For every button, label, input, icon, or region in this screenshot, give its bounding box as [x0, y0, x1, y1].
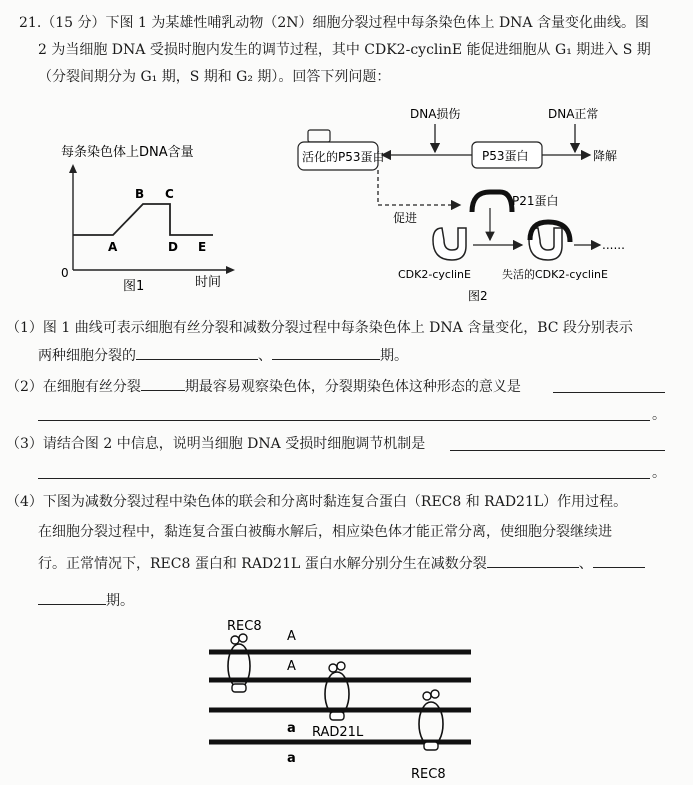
figure1-origin: 0: [61, 266, 69, 280]
allele-a1: a: [287, 721, 296, 736]
p53-label: P53蛋白: [482, 149, 529, 163]
p21-label: P21蛋白: [512, 194, 559, 208]
degrade-label: 降解: [593, 149, 618, 163]
q1-blank-2[interactable]: [272, 345, 380, 360]
q4-line3: [38, 553, 693, 574]
q1-text-c: 期。: [380, 348, 408, 364]
q1-blank-1[interactable]: [136, 345, 258, 360]
q1-text-a: 两种细胞分裂的: [38, 348, 136, 364]
point-E: E: [198, 240, 207, 254]
allele-a2: a: [287, 751, 296, 766]
rec8-bottom-label: REC8: [411, 767, 446, 782]
q1-line2: [38, 345, 693, 366]
q2-blank-meaning[interactable]: [553, 392, 665, 393]
rec8-top-label: REC8: [227, 619, 262, 634]
question-intro-line3: （分裂间期分为 G₁ 期，S 期和 G₂ 期）。回答下列问题：: [38, 69, 391, 85]
p53-tag-box: [308, 130, 330, 142]
figure1-y-arrow: [69, 164, 77, 173]
allele-A1: A: [287, 629, 296, 644]
cdk2-label: CDK2-cyclinE: [398, 268, 471, 281]
inactive-cdk2-shape: [529, 228, 562, 260]
q3-period: 。: [652, 465, 666, 481]
figure1-curve: [73, 204, 213, 235]
q2-line1: [6, 376, 693, 397]
q4-blank-3[interactable]: [38, 590, 106, 605]
figure3-cohesin-diagram: [205, 612, 475, 784]
q1-line1: （1）图 1 曲线可表示细胞有丝分裂和减数分裂过程中每条染色体上 DNA 含量变化，BC 段分别表示: [6, 320, 633, 336]
q4-line4: [38, 590, 693, 611]
q4-text-a: 行。正常情况下，REC8 蛋白和 RAD21L 蛋白水解分别分生在减数分裂: [38, 556, 487, 572]
q4-text-c: 期。: [106, 593, 134, 609]
q2-blank-phase[interactable]: [141, 376, 185, 391]
point-A: A: [108, 240, 118, 254]
intro-text-1: 下图 1 为某雄性哺乳动物（2N）细胞分裂过程中每条染色体上 DNA 含量变化曲线。图: [105, 15, 649, 31]
q4-text-b: 、: [578, 556, 593, 572]
point-C: C: [165, 187, 174, 201]
q4-line1: （4）下图为减数分裂过程中染色体的联会和分离时黏连复合蛋白（REC8 和 RAD21L）作用过程。: [6, 494, 628, 510]
p21-protein-shape: [472, 192, 512, 212]
q3-blank-line2[interactable]: [38, 478, 650, 479]
q3-line1: （3）请结合图 2 中信息，说明当细胞 DNA 受损时细胞调节机制是: [6, 436, 426, 452]
activated-p53-label: 活化的P53蛋白: [302, 150, 385, 164]
figure1-xlabel: 时间: [195, 275, 222, 290]
rec8-complex-top: [228, 634, 250, 692]
question-number: 21.: [19, 15, 42, 31]
q3-blank-1[interactable]: [450, 450, 665, 451]
figure1-graph: [55, 140, 245, 300]
point-B: B: [135, 187, 145, 201]
q4-blank-1[interactable]: [487, 553, 579, 568]
inactive-cdk2-label: 失活的CDK2-cyclinE: [502, 268, 608, 281]
question-intro-line2: 2 为当细胞 DNA 受损时胞内发生的调节过程，其中 CDK2-cyclinE 能促进细胞从 G₁ 期进入 S 期: [38, 42, 651, 58]
q4-blank-2[interactable]: [593, 553, 645, 568]
allele-A2: A: [287, 659, 296, 674]
q2-period: 。: [652, 407, 666, 423]
cdk2-shape: [433, 228, 466, 260]
dna-normal-label: DNA正常: [548, 107, 599, 121]
q4-line2: 在细胞分裂过程中，黏连复合蛋白被酶水解后，相应染色体才能正常分离，使细胞分裂继续进: [38, 524, 612, 540]
promote-dashed-arrow: [378, 170, 460, 205]
q2-text-b: 期最容易观察染色体，分裂期染色体这种形态的意义是: [184, 379, 521, 395]
question-points: （15 分）: [41, 15, 106, 31]
q1-text-b: 、: [258, 348, 272, 364]
dna-damage-label: DNA损伤: [410, 107, 461, 121]
q2-blank-line2[interactable]: [38, 420, 650, 421]
figure1-caption: 图1: [123, 279, 145, 294]
figure1-x-arrow: [226, 266, 235, 274]
ellipsis-label: ......: [602, 238, 625, 252]
question-intro-line1: [19, 13, 693, 33]
promote-label: 促进: [393, 211, 418, 225]
q2-text-a: （2）在细胞有丝分裂: [6, 379, 141, 395]
figure2-caption: 图2: [468, 289, 488, 303]
point-D: D: [168, 240, 178, 254]
figure1-ylabel: 每条染色体上DNA含量: [61, 145, 194, 160]
figure2-diagram: [290, 100, 660, 305]
rad21l-label: RAD21L: [312, 725, 364, 740]
